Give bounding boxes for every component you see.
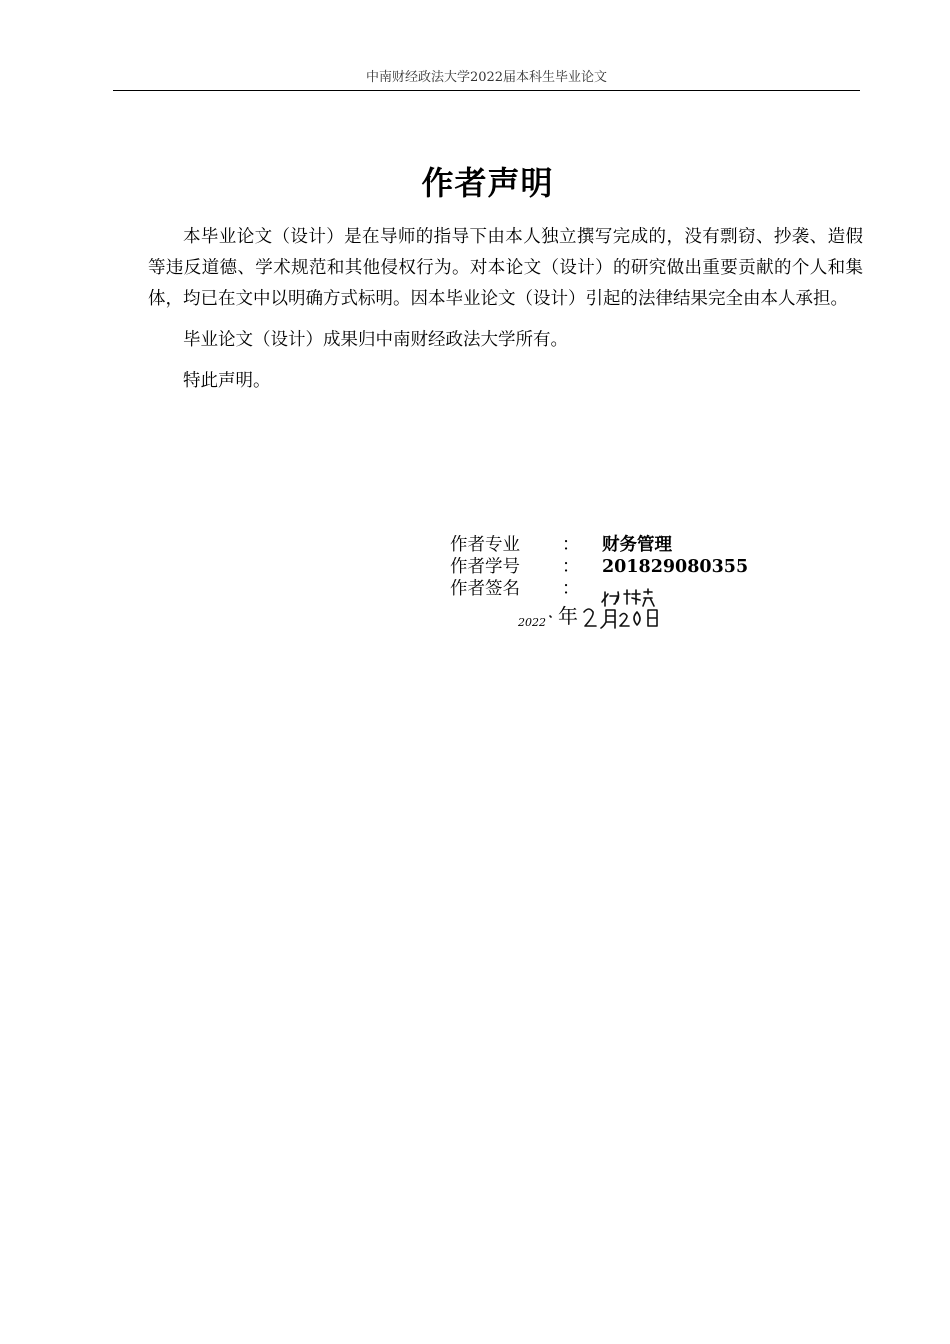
page-title: 作者声明 bbox=[421, 164, 554, 202]
signature-nian: 年 bbox=[558, 604, 578, 628]
declaration-paragraph: 本毕业论文（设计）是在导师的指导下由本人独立撰写完成的，没有剽窃、抄袭、造假等违反道德、学术规范和其他侵权行为。对本论文（设计）的研究做出重要贡献的个人和集体，均已在文中以明确方式标明。因本毕业论文（设计）引起的法律结果完全由本人承担。 bbox=[148, 227, 863, 309]
major-colon: ： bbox=[562, 535, 580, 555]
closing-paragraph: 特此声明。 bbox=[183, 371, 271, 391]
ownership-paragraph: 毕业论文（设计）成果归中南财经政法大学所有。 bbox=[183, 330, 568, 350]
signature-year: 2022 bbox=[518, 616, 546, 629]
signature-colon: ： bbox=[562, 579, 580, 599]
student-id-colon: ： bbox=[562, 557, 580, 577]
page-header: 中南财经政法大学2022届本科生毕业论文 bbox=[113, 66, 860, 91]
major-value: 财务管理 bbox=[602, 535, 672, 555]
declaration-body bbox=[148, 222, 863, 407]
student-id-value: 201829080355 bbox=[602, 557, 749, 577]
signature-scribble bbox=[514, 588, 684, 632]
student-id-label: 作者学号 bbox=[450, 557, 520, 577]
major-label: 作者专业 bbox=[450, 535, 520, 555]
handwritten-signature bbox=[514, 588, 684, 632]
signature-label: 作者签名 bbox=[450, 579, 520, 599]
